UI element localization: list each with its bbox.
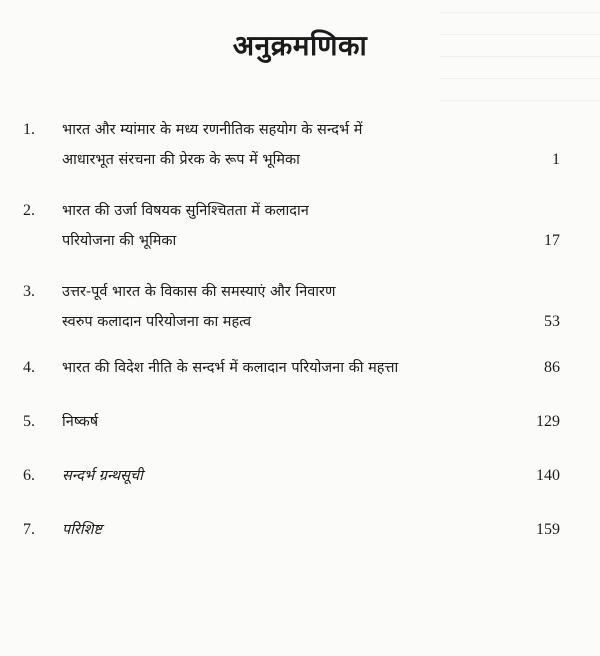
entry-page-number: 1: [552, 151, 560, 168]
entry-title-line: परियोजना की भूमिका: [62, 233, 177, 249]
entry-number: 1.: [23, 121, 35, 138]
entry-page-number: 129: [536, 413, 560, 430]
page-title: अनुक्रमणिका: [232, 29, 368, 62]
entry-title: [62, 461, 512, 491]
entry-page-number: 17: [544, 232, 560, 249]
entry-number: 4.: [23, 359, 35, 376]
entry-title: [62, 196, 512, 256]
entry-title: [62, 407, 512, 437]
entry-title-line: भारत और म्यांमार के मध्य रणनीतिक सहयोग के सन्दर्भ में: [62, 122, 363, 138]
entry-number: 5.: [23, 413, 35, 430]
entry-title-line: भारत की विदेश नीति के सन्दर्भ में कलादान परियोजना की महत्ता: [62, 360, 399, 376]
entry-title-line: भारत की उर्जा विषयक सुनिश्चितता में कलादान: [62, 203, 309, 219]
entry-page-number: 53: [544, 313, 560, 330]
entry-title-line: परिशिष्ट: [62, 522, 103, 538]
entry-title: [62, 277, 512, 337]
entry-number: 2.: [23, 202, 35, 219]
entry-page-number: 140: [536, 467, 560, 484]
entry-title: [62, 353, 512, 383]
entry-number: 3.: [23, 283, 35, 300]
entry-page-number: 159: [536, 521, 560, 538]
entry-title-line: निष्कर्ष: [62, 414, 99, 430]
entry-title-line: सन्दर्भ ग्रन्थसूची: [62, 468, 143, 484]
entry-number: 7.: [23, 521, 35, 538]
entry-title-line: उत्तर-पूर्व भारत के विकास की समस्याएं और निवारण: [62, 284, 336, 300]
entry-title-line: आधारभूत संरचना की प्रेरक के रूप में भूमिका: [62, 152, 300, 168]
entry-title: [62, 115, 512, 175]
entry-number: 6.: [23, 467, 35, 484]
entry-title: [62, 515, 512, 545]
entry-title-line: स्वरुप कलादान परियोजना का महत्व: [62, 314, 252, 330]
entry-page-number: 86: [544, 359, 560, 376]
